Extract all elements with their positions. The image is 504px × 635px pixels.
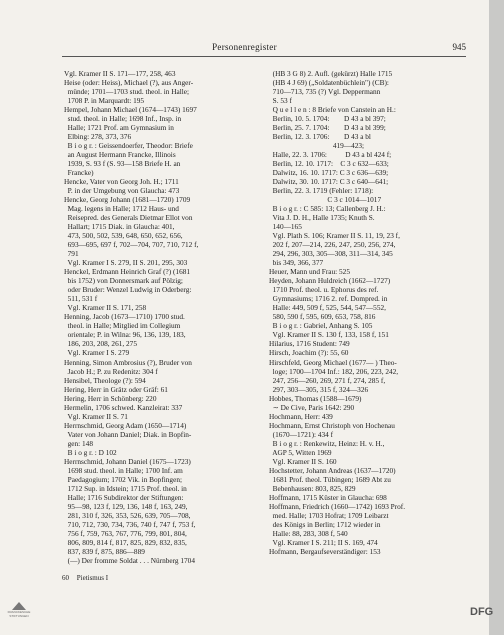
register-line: Hoffmann, Friedrich (1660—1742) 1693 Prof.: [269, 501, 406, 511]
register-line: Berlin, 10. 5. 1704: D 43 a bl 397;: [269, 114, 386, 124]
register-line: B i o g r. : Geissendoerfer, Theodor: Briefe: [64, 141, 193, 151]
register-line: Heuer, Mann und Frau: 525: [269, 267, 350, 277]
register-line: loge; 1700—1704 Inf.: 182, 206, 223, 242,: [269, 366, 399, 376]
register-line: B i o g r. : Gabriel, Anhang S. 105: [269, 321, 373, 331]
register-line: 419—423;: [269, 141, 365, 151]
register-line: Elbing: 278, 373, 376: [64, 132, 132, 142]
register-line: Henning, Simon Ambrosius (?), Bruder von: [64, 357, 192, 367]
register-line: Bebenhausen: 803, 825, 829: [269, 483, 356, 493]
register-line: Dalwitz, 30. 10. 1717: C 3 c 640—641;: [269, 177, 389, 187]
register-line: 294, 296, 303, 305—308, 311—314, 345: [269, 249, 393, 259]
register-line: Vgl. Kramer II S. 160: [269, 456, 337, 466]
register-line: Hirschfeld, Georg Michael (1677— ) Theo-: [269, 357, 397, 367]
register-line: Hochmann, Ernst Christoph von Hochenau: [269, 420, 395, 430]
register-line: 1698 stud. theol. in Halle; 1700 Inf. am: [64, 465, 183, 475]
register-line: Halle; 1721 Prof. am Gymnasium in: [64, 123, 174, 133]
register-line: Hermelin, 1706 schwed. Kanzleirat: 337: [64, 402, 183, 412]
register-line: theol. in Halle; Mitglied im Collegium: [64, 321, 181, 331]
running-header-title: Personenregister: [212, 42, 277, 52]
register-line: Heise (oder: Heiss), Michael (?), aus Anger-: [64, 78, 194, 88]
register-line: Vgl. Kramer II S. 171, 258: [64, 303, 147, 313]
franckesche-stiftungen-mark: [4, 602, 34, 618]
register-column-left: [64, 69, 260, 565]
register-line: Q u e l l e n : 8 Briefe von Canstein an H.:: [269, 105, 396, 115]
register-line: Hensibel, Theologe (?): 594: [64, 375, 146, 385]
register-line: Dalwitz, 16. 10. 1717: C 3 c 636—639;: [269, 168, 389, 178]
register-line: Halle, 22. 3. 1706: D 43 a bl 424 f;: [269, 150, 392, 160]
page-footer: [62, 574, 114, 582]
foundation-emblem-icon: [12, 602, 26, 610]
register-line: Vgl. Kramer II S. 130 f, 133, 158 f, 151: [269, 330, 389, 340]
register-line: oder Bruder: Wenzel Ludwig in Oderberg:: [64, 285, 192, 295]
register-line: Berlin, 12. 10. 1717: C 3 c 632—633;: [269, 159, 389, 169]
register-line: Halle: 88, 283, 308 f, 540: [269, 528, 348, 538]
register-line: 473, 500, 502, 539, 648, 650, 652, 656,: [64, 231, 183, 241]
register-line: Francke): [64, 168, 94, 178]
register-line: 710, 712, 730, 734, 736, 740 f, 747 f, 753 f,: [64, 519, 196, 529]
register-line: P. in der Umgebung von Glaucha: 473: [64, 186, 180, 196]
register-line: 140—165: [269, 222, 302, 232]
register-line: 1681 Prof. theol. Tübingen; 1689 Abt zu: [269, 474, 391, 484]
register-line: 1712 Sup. in Idstein; 1715 Prof. theol. in: [64, 483, 187, 493]
register-line: Jacob H.; P. zu Redenitz: 304 f: [64, 366, 158, 376]
register-line: 580, 590 f, 595, 609, 653, 758, 816: [269, 312, 376, 322]
register-line: 756 f, 759, 763, 767, 776, 799, 801, 804,: [64, 528, 187, 538]
register-line: 837, 839 f, 875, 886—889: [64, 546, 145, 556]
register-line: (HB 4 J 69) („Soldatenbüchlein") (CB):: [269, 78, 389, 88]
register-line: Vgl. Plath S. 106; Kramer II S. 11, 19, 23 f,: [269, 231, 400, 241]
register-line: 1708 P. in Marquardt: 195: [64, 96, 145, 106]
register-line: Hochstetter, Johann Andreas (1637—1720): [269, 465, 396, 475]
register-line: Berlin, 22. 3. 1719 (Fehler: 1718):: [269, 186, 374, 196]
register-line: orientale; P. in Wilna: 96, 136, 139, 183,: [64, 330, 186, 340]
register-line: 95—98, 123 f, 129, 136, 148 f, 163, 249,: [64, 501, 188, 511]
register-line: med. Halle; 1703 Hofrat; 1709 Leibarzt: [269, 510, 389, 520]
register-line: Halle: 449, 509 f, 525, 544, 547—552,: [269, 303, 386, 313]
register-line: Berlin, 25. 7. 1704: D 43 a bl 399;: [269, 123, 386, 133]
register-line: AGP 5, Witten 1969: [269, 447, 332, 457]
register-line: Herrnschmid, Johann Daniel (1675—1723): [64, 456, 191, 466]
register-line: Herrnschmid, Georg Adam (1650—1714): [64, 420, 187, 430]
register-line: 791: [64, 249, 79, 259]
register-line: C 3 c 1014—1017: [269, 195, 382, 205]
register-line: Henning, Jacob (1673—1710) 1700 stud.: [64, 312, 185, 322]
register-line: Henckel, Erdmann Heinrich Graf (?) (1681: [64, 267, 191, 277]
register-line: Hallart; 1715 Diak. in Glaucha: 401,: [64, 222, 175, 232]
register-line: bis 1752) von Donnersmark auf Pölzig;: [64, 276, 183, 286]
register-line: Vita J. D. H., Halle 1735; Knuth S.: [269, 213, 375, 223]
register-line: Hirsch, Joachim (?): 55, 60: [269, 348, 349, 358]
dfg-logo: DFG: [470, 606, 494, 618]
register-line: 281, 310 f, 326, 353, 526, 639, 705—708,: [64, 510, 191, 520]
register-line: Vgl. Kramer I S. 279: [64, 348, 130, 358]
register-line: B i o g r. : C 585: 13; Callenberg J. H.:: [269, 204, 386, 214]
register-line: B i o g r. : D 102: [64, 447, 117, 457]
register-line: (HB 3 G 8) 2. Aufl. (gekürzt) Halle 1715: [269, 69, 393, 78]
register-line: 297, 303—305, 315 f, 324—326: [269, 384, 369, 394]
register-line: Hoffmann, 1715 Küster in Glaucha: 698: [269, 492, 387, 502]
register-line: Mag. legens in Halle; 1712 Haus- und: [64, 204, 179, 214]
register-line: 693—695, 697 f, 702—704, 707, 710, 712 f,: [64, 240, 199, 250]
register-line: Hofmann, Bergaufseverständiger: 153: [269, 546, 381, 556]
register-line: Reisepred. des Generals Dietmar Ellot von: [64, 213, 193, 223]
page-number: 945: [452, 42, 466, 52]
register-line: Hobbes, Thomas (1588—1679): [269, 393, 362, 403]
footer-title: Pietismus I: [76, 574, 109, 582]
register-line: Vgl. Kramer I S. 279, II S. 201, 295, 303: [64, 258, 188, 268]
register-line: 710—713, 735 (?) Vgl. Deppermann: [269, 87, 381, 97]
footer-signature: 60: [62, 574, 69, 582]
register-line: Hencke, Vater von Georg Joh. H.; 1711: [64, 177, 179, 187]
register-line: Heyden, Johann Huldreich (1662—1727): [269, 276, 391, 286]
register-line: des Königs in Berlin; 1712 wieder in: [269, 519, 381, 529]
register-line: münde; 1701—1703 stud. theol. in Halle;: [64, 87, 190, 97]
register-line: Hencke, Georg Johann (1681—1720) 1709: [64, 195, 191, 205]
register-line: Hering, Herr in Schönberg: 220: [64, 393, 157, 403]
register-line: Vgl. Kramer II S. 171—177, 258, 463: [64, 69, 176, 78]
register-line: Vgl. Kramer I S. 211; II S. 169, 474: [269, 537, 378, 547]
register-line: Vater von Johann Daniel; Diak. in Bopfin-: [64, 429, 192, 439]
register-line: 247, 256—260, 269, 271 f, 274, 285 f,: [269, 375, 386, 385]
register-line: Hilarius, 1716 Student: 749: [269, 339, 350, 349]
register-line: stud. theol. in Halle; 1698 Inf., Insp. in: [64, 114, 182, 124]
register-line: B i o g r. : Renkewitz, Heinz: H. v. H.,: [269, 438, 385, 448]
register-line: 1710 Prof. theol. u. Ephorus des ref.: [269, 285, 379, 295]
register-line: Gymnasiums; 1716 2. ref. Dompred. in: [269, 294, 388, 304]
register-column-right: [269, 69, 465, 556]
register-line: 806, 809, 814 f, 817, 825, 829, 832, 835,: [64, 537, 187, 547]
register-line: Hering, Herr in Grätz oder Gräf: 61: [64, 384, 168, 394]
register-line: Hochmann, Herr: 439: [269, 411, 333, 421]
register-line: Vgl. Kramer II S. 71: [64, 411, 128, 421]
header-rule: [62, 56, 466, 57]
register-line: 186, 203, 208, 261, 275: [64, 339, 137, 349]
register-line: Paedagogium; 1702 Vik. in Bopfingen;: [64, 474, 182, 484]
register-line: Hempel, Johann Michael (1674—1743) 1697: [64, 105, 197, 115]
register-line: ∼ De Cive, Paris 1642: 290: [269, 402, 355, 412]
register-line: (—) Der fromme Soldat . . . Nürnberg 1704: [64, 555, 195, 565]
register-line: S. 53 f: [269, 96, 292, 106]
fund-mark-line1: FRANCKESCHE: [7, 610, 31, 614]
register-line: 202 f, 207—214, 226, 247, 250, 256, 274,: [269, 240, 396, 250]
register-line: 511, 531 f: [64, 294, 98, 304]
register-line: bis 349, 366, 377: [269, 258, 324, 268]
register-line: (1670—1721): 434 f: [269, 429, 334, 439]
fund-mark-line2: STIFTUNGEN: [9, 613, 29, 618]
register-line: Berlin, 12. 3. 1706: D 43 a bl: [269, 132, 371, 142]
register-line: 1939, S. 93 f (S. 93—158 Briefe H. an: [64, 159, 181, 169]
register-line: an August Hermann Francke, Illinois: [64, 150, 176, 160]
register-line: Halle; 1716 Subdirektor der Stiftungen:: [64, 492, 184, 502]
register-line: gen: 148: [64, 438, 93, 448]
